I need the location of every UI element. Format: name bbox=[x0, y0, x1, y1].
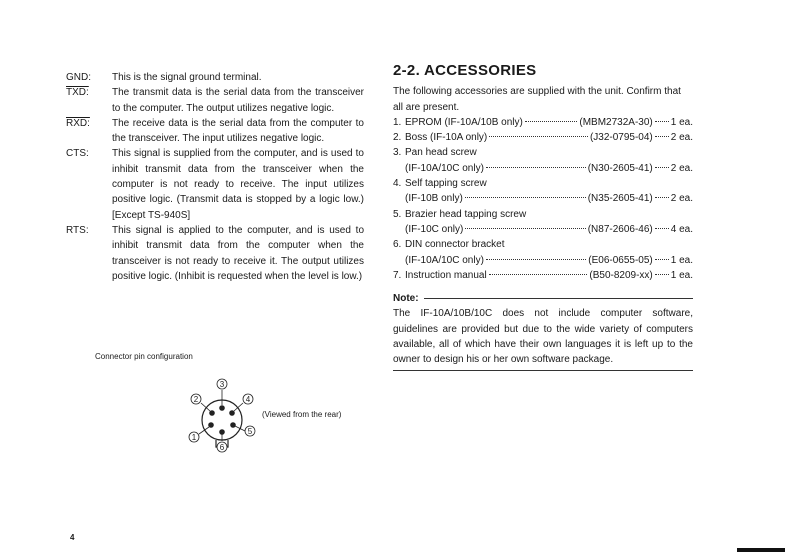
pin-dot bbox=[210, 411, 215, 416]
item-part: (E06-0655-05) bbox=[588, 254, 653, 266]
item-line bbox=[405, 115, 693, 130]
signal-gnd bbox=[66, 70, 364, 85]
item-line bbox=[393, 191, 693, 206]
leader-line bbox=[234, 403, 243, 411]
item-line bbox=[393, 161, 693, 176]
item-line bbox=[405, 130, 693, 145]
item-number: 5. bbox=[393, 208, 402, 220]
item-desc: Boss (IF-10A only) bbox=[405, 132, 488, 144]
item-line bbox=[393, 222, 693, 237]
item-number: 1. bbox=[393, 116, 402, 128]
accessory-item bbox=[393, 115, 693, 130]
accessory-item bbox=[393, 207, 693, 222]
item-qty: 2 ea. bbox=[670, 132, 693, 144]
item-desc: (IF-10B only) bbox=[405, 193, 463, 205]
leader-line bbox=[201, 403, 210, 411]
accessories-intro: The following accessories are supplied with the unit. Confirm that all are present. bbox=[393, 86, 681, 113]
pin-number: 1 bbox=[191, 433, 197, 442]
item-number: 4. bbox=[393, 178, 402, 190]
signal-description: This signal is applied to the computer, and is used to inhibit transmit data from the computer when the transceiver is not ready to receive it. The output utilizes positive logic. (Inhibit is requested when the level is low.) bbox=[112, 224, 364, 282]
signal-label: CTS: bbox=[66, 148, 89, 160]
item-qty: 1 ea. bbox=[670, 116, 693, 128]
signal-rts bbox=[66, 223, 364, 284]
item-part: (N87-2606-46) bbox=[587, 223, 653, 235]
item-name: Self tapping screw bbox=[405, 178, 487, 190]
pin-number: 3 bbox=[219, 380, 225, 389]
viewed-from-rear-caption: (Viewed from the rear) bbox=[262, 410, 342, 419]
pin-dot bbox=[209, 423, 214, 428]
section-heading: 2-2. ACCESSORIES bbox=[393, 62, 537, 79]
pin-dot bbox=[230, 411, 235, 416]
item-desc: (IF-10A/10C only) bbox=[405, 162, 484, 174]
signal-label: TXD: bbox=[66, 87, 89, 99]
corner-mark bbox=[737, 548, 785, 552]
accessory-item bbox=[393, 145, 693, 160]
connector-caption: Connector pin configuration bbox=[95, 352, 193, 361]
accessories-section bbox=[393, 63, 693, 371]
item-part: (MBM2732A-30) bbox=[579, 116, 653, 128]
note-heading bbox=[393, 291, 693, 306]
signal-label: GND: bbox=[66, 72, 91, 83]
accessory-item bbox=[393, 176, 693, 191]
item-qty: 4 ea. bbox=[670, 223, 693, 235]
signal-label: RXD: bbox=[66, 117, 90, 129]
note-rule bbox=[424, 298, 693, 299]
item-name: Pan head screw bbox=[405, 147, 477, 159]
signal-description: This is the signal ground terminal. bbox=[112, 72, 262, 83]
pin-number: 2 bbox=[193, 395, 199, 404]
signal-txd bbox=[66, 85, 364, 116]
item-name: Brazier head tapping screw bbox=[405, 208, 527, 220]
item-part: (B50-8209-xx) bbox=[589, 269, 653, 281]
item-number: 3. bbox=[393, 147, 402, 159]
page-number: 4 bbox=[70, 533, 75, 542]
item-name: DIN connector bracket bbox=[405, 239, 505, 251]
signal-description: The receive data is the serial data from the computer to the transceiver. The input utilizes negative logic. bbox=[112, 117, 364, 145]
signal-rxd bbox=[66, 116, 364, 147]
pin-number: 6 bbox=[219, 443, 225, 452]
item-line bbox=[393, 253, 693, 268]
item-desc: (IF-10C only) bbox=[405, 223, 464, 235]
item-part: (N30-2605-41) bbox=[587, 162, 653, 174]
item-part: (J32-0795-04) bbox=[589, 132, 653, 144]
signal-cts bbox=[66, 146, 364, 222]
accessory-item bbox=[393, 237, 693, 252]
item-qty: 1 ea. bbox=[670, 254, 693, 266]
pin-dot bbox=[220, 430, 225, 435]
item-desc: (IF-10A/10C only) bbox=[405, 254, 484, 266]
pin-number: 4 bbox=[245, 395, 251, 404]
note-text: The IF-10A/10B/10C does not include computer software, guidelines are provided but due to the wide variety of computers available, all of which have their own languages it is left up to the owner to design his or her own software package. bbox=[393, 308, 693, 366]
item-number: 7. bbox=[393, 269, 402, 281]
item-qty: 2 ea. bbox=[670, 162, 693, 174]
item-line bbox=[405, 268, 693, 283]
item-part: (N35-2605-41) bbox=[587, 193, 653, 205]
item-number: 6. bbox=[393, 239, 402, 251]
pin-number: 5 bbox=[247, 427, 253, 436]
signal-description: This signal is supplied from the computer, and is used to inhibit transmit data from the transceiver when the computer is not ready to receive. The input utilizes positive logic. (Transmit data is stopped by a logic low.) [Except TS-940S] bbox=[112, 148, 364, 221]
signal-description: The transmit data is the serial data from the transceiver to the computer. The output utilizes negative logic. bbox=[112, 87, 364, 114]
note-title: Note: bbox=[393, 293, 419, 305]
pin-dot bbox=[220, 406, 225, 411]
item-qty: 2 ea. bbox=[670, 193, 693, 205]
signal-descriptions bbox=[66, 70, 364, 284]
item-desc: Instruction manual bbox=[405, 269, 487, 281]
leader-line bbox=[235, 426, 245, 431]
accessory-item bbox=[393, 130, 693, 145]
signal-label: RTS: bbox=[66, 224, 89, 236]
item-desc: EPROM (IF-10A/10B only) bbox=[405, 116, 523, 128]
accessory-item bbox=[393, 268, 693, 283]
item-number: 2. bbox=[393, 132, 402, 144]
pin-dot bbox=[231, 423, 236, 428]
item-qty: 1 ea. bbox=[670, 269, 693, 281]
note-end-rule bbox=[393, 370, 693, 371]
din-connector-diagram bbox=[180, 378, 260, 458]
